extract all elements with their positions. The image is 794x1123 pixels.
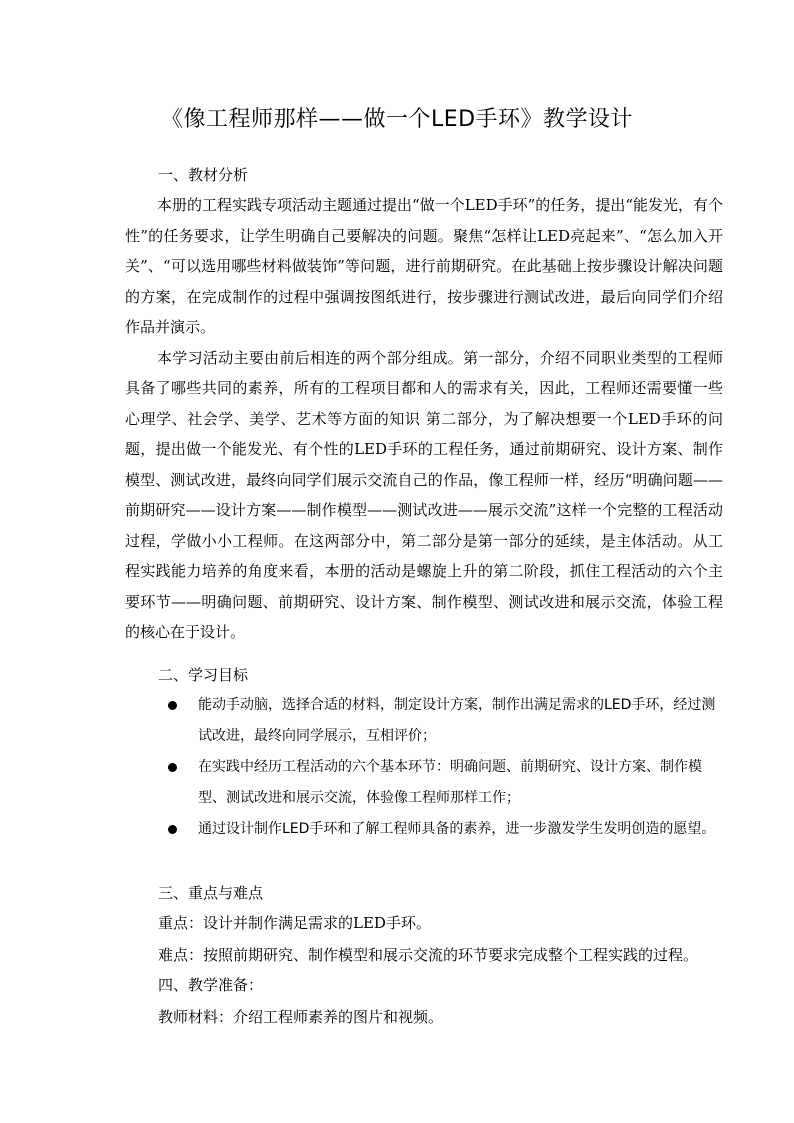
section-heading-analysis: 一、教材分析: [158, 166, 249, 184]
list-item: [168, 752, 724, 814]
teacher-materials-text: 教师材料：介绍工程师素养的图片和视频。: [158, 1008, 444, 1026]
goal-text-2: 在实践中经历工程活动的六个基本环节：明确问题、前期研究、设计方案、制作模型、测试改进和展示交流，体验像工程师那样工作；: [198, 759, 702, 806]
list-item: [168, 690, 724, 752]
section-heading-key-points: 三、重点与难点: [158, 884, 264, 902]
analysis-paragraph-1: 本册的工程实践专项活动主题通过提出“做一个LED手环”的任务，提出“能发光，有个性”的任务要求，让学生明确自己要解决的问题。聚焦“怎样让LED亮起来”、“怎么加入开关”、“可以选用哪些材料做装饰”等问题，进行前期研究。在此基础上按步骤设计解决问题的方案，在完成制作的过程中强调按图纸进行，按步骤进行测试改进，最后向同学们介绍作品并演示。: [125, 196, 723, 336]
analysis-section: [125, 190, 723, 648]
key-point-text: 重点：设计并制作满足需求的LED手环。: [158, 914, 431, 932]
section-heading-goals: 二、学习目标: [158, 666, 249, 684]
goal-text-3: 通过设计制作LED手环和了解工程师具备的素养，进一步激发学生发明创造的愿望。: [198, 821, 716, 837]
bullet-dot-icon: [168, 825, 177, 834]
document-title: 《像工程师那样——做一个LED手环》教学设计: [160, 107, 634, 132]
bullet-dot-icon: [168, 701, 177, 710]
list-item: [168, 814, 724, 845]
analysis-paragraph-2: 本学习活动主要由前后相连的两个部分组成。第一部分，介绍不同职业类型的工程师具备了哪些共同的素养，所有的工程项目都和人的需求有关，因此，工程师还需要懂一些心理学、社会学、美学、艺术等方面的知识 第二部分，为了解决想要一个LED手环的问题，提出做一个能发光、有个性的LED手环的工程任务，通过前期研究、设计方案、制作模型、测试改进，最终向同学们展示交流自己的作品，像工程师一样，经历“明确问题——前期研究——设计方案——制作模型——测试改进——展示交流”这样一个完整的工程活动过程，学做小小工程师。在这两部分中，第二部分是第一部分的延续，是主体活动。从工程实践能力培养的角度来看，本册的活动是螺旋上升的第二阶段，抓住工程活动的六个主要环节——明确问题、前期研究、设计方案、制作模型、测试改进和展示交流，体验工程的核心在于设计。: [125, 348, 723, 641]
goal-text-1: 能动手动脑，选择合适的材料，制定设计方案，制作出满足需求的LED手环，经过测试改进，最终向同学展示，互相评价；: [198, 697, 716, 744]
section-heading-preparation: 四、教学准备：: [158, 976, 264, 994]
difficulty-text: 难点：按照前期研究、制作模型和展示交流的环节要求完成整个工程实践的过程。: [158, 946, 699, 964]
goals-list: [168, 690, 724, 845]
bullet-dot-icon: [168, 763, 177, 772]
